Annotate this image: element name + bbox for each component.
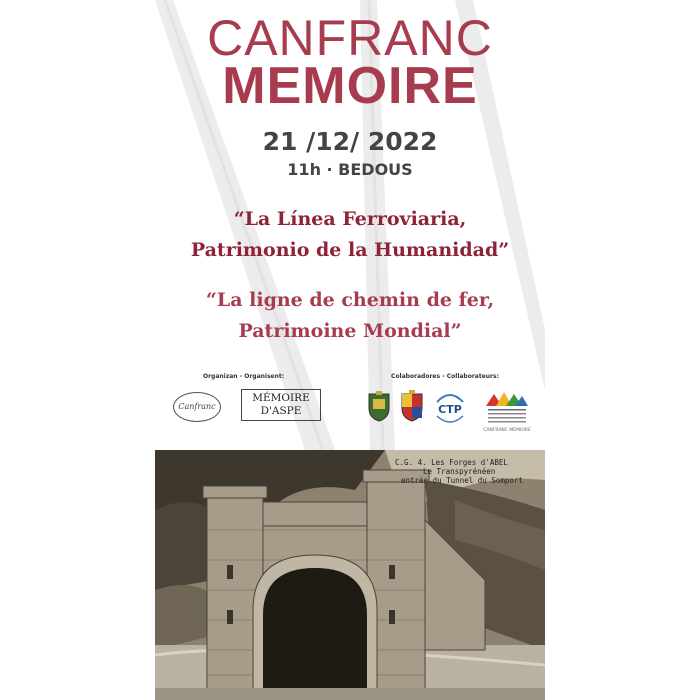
organizers-label: Organizan - Organisent: xyxy=(203,373,285,380)
canfranc-memoire-logo xyxy=(482,390,532,434)
tunnel-photo xyxy=(155,450,545,700)
event-date: 21 /12/ 2022 xyxy=(262,127,438,156)
tunnel-illustration xyxy=(155,450,545,700)
ctp-logo xyxy=(433,390,467,424)
ctp-logo-text: CTP xyxy=(438,403,462,416)
photo-caption-line-2: Le Transpyrénéen xyxy=(423,467,496,476)
canfranc-memoire-logo-text: CANFRANC MEMOIRE xyxy=(483,428,531,433)
canfranc-logo: Canfranc xyxy=(173,392,221,422)
quote-spanish xyxy=(155,204,545,266)
photo-caption-line-3: entrée du Tunnel du Somport xyxy=(401,476,523,485)
quote-spanish-line-2: Patrimonio de la Humanidad” xyxy=(190,239,510,261)
poster xyxy=(155,0,545,700)
quote-spanish-line-1: “La Línea Ferroviaria, xyxy=(233,208,467,230)
quote-french-line-1: “La ligne de chemin de fer, xyxy=(205,289,495,311)
quote-french xyxy=(155,285,545,347)
title-canfranc: CANFRANC xyxy=(207,10,493,66)
collaborators-label: Colaboradores - Collaborateurs: xyxy=(391,373,499,380)
photo-caption-line-1: C.G. 4. Les Forges d'ABEL xyxy=(395,458,508,467)
memoire-daspe-logo xyxy=(241,389,321,421)
title-memoire: MEMOIRE xyxy=(222,57,478,115)
coat-of-arms-2-icon xyxy=(400,390,424,422)
quote-french-line-2: Patrimoine Mondial” xyxy=(238,320,462,342)
memoire-daspe-line-2: D'ASPE xyxy=(260,405,302,417)
coat-of-arms-1-icon xyxy=(367,390,391,422)
memoire-daspe-line-1: MÉMOIRE xyxy=(252,392,310,404)
event-time-place: 11h · BEDOUS xyxy=(287,160,413,179)
